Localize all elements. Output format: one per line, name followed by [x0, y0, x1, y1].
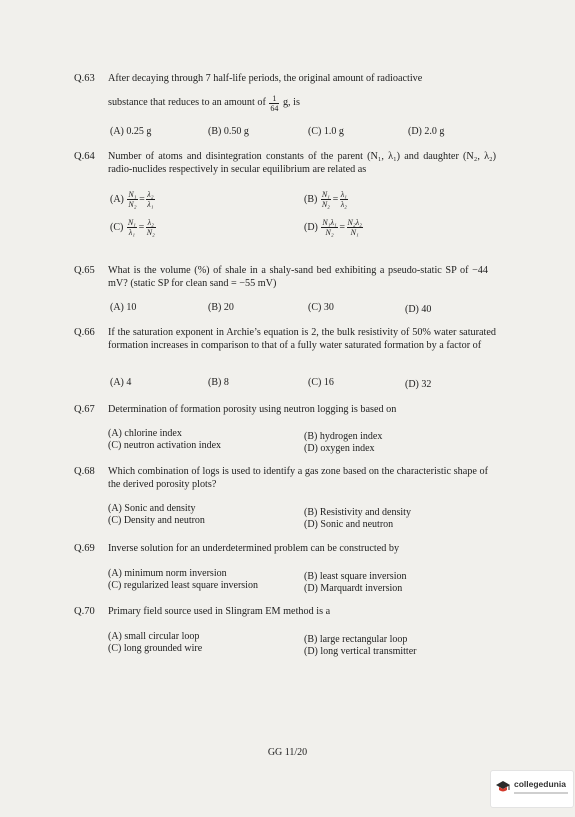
- question-number: Q.64: [74, 151, 95, 162]
- question-text: [108, 73, 496, 113]
- question-number: Q.70: [74, 606, 95, 617]
- option-a: (A) chlorine index: [108, 428, 182, 439]
- option-d: (D) long vertical transmitter: [304, 646, 417, 657]
- question-number: Q.68: [74, 466, 95, 477]
- question-text: Determination of formation porosity using neutron logging is based on: [108, 404, 397, 415]
- option-c: (C) $\frac{\text{N₁}}{\text{λ₁}}$ = $\frac{\text{λ₂}}{\text{N₂}}$: [110, 218, 155, 237]
- option-b: (B) 8: [208, 377, 229, 388]
- option-b: (B) 0.50 g: [208, 126, 249, 137]
- option-a: (A) $\frac{\text{N₁}}{\text{N₂}}$ = $\frac{\text{λ₂}}{\text{λ₁}}$: [110, 190, 154, 209]
- question-text-line: g, is: [280, 97, 300, 109]
- option-c: (C) regularized least square inversion: [108, 580, 258, 591]
- option-c: (C) neutron activation index: [108, 440, 222, 451]
- option-c: (C) long grounded wire: [108, 643, 203, 654]
- fraction: $\frac{1}{64}$: [270, 93, 279, 113]
- option-a: (A) 0.25 g: [110, 126, 152, 137]
- question-number: Q.65: [74, 265, 95, 276]
- option-a: (A) Sonic and density: [108, 503, 196, 514]
- option-b: (B) least square inversion: [304, 571, 407, 582]
- option-d: (D) Sonic and neutron: [304, 519, 394, 530]
- option-b: (B) Resistivity and density: [304, 507, 411, 518]
- watermark-logo: [490, 770, 574, 808]
- option-c: (C) Density and neutron: [108, 515, 205, 526]
- option-d: (D) $\frac{\text{N₁λ₁}}{\text{N₂}}$ = $\frac{\text{N₂λ₂}}{\text{N₁}}$: [304, 218, 362, 237]
- page-footer: GG 11/20: [267, 747, 308, 758]
- question-text: Number of atoms and disintegration constants of the parent (N₁, λ₁) and daughter (N₂, λ₂) radio-nuclides respectively in secular equilibrium are related as: [108, 151, 496, 175]
- question-number: Q.69: [74, 543, 95, 554]
- question-text: Inverse solution for an underdetermined problem can be constructed by: [108, 543, 400, 554]
- option-c: (C) 16: [308, 377, 334, 388]
- option-b: (B) large rectangular loop: [304, 634, 408, 645]
- option-d: (D) oxygen index: [304, 443, 375, 454]
- option-c: (C) 1.0 g: [308, 126, 344, 137]
- option-d: (D) 2.0 g: [408, 126, 445, 137]
- logo-tagline-bar: [514, 792, 568, 794]
- option-c: (C) 30: [308, 302, 334, 313]
- question-number: Q.67: [74, 404, 95, 415]
- question-text: What is the volume (%) of shale in a shaly-sand bed exhibiting a pseudo-static SP of −44 mV? (static SP for clean sand = −55 mV): [108, 265, 488, 289]
- option-a: (A) 4: [110, 377, 132, 388]
- question-number: Q.66: [74, 327, 95, 338]
- option-d: (D) Marquardt inversion: [304, 583, 403, 594]
- option-a: (A) minimum norm inversion: [108, 568, 227, 579]
- option-a: (A) small circular loop: [108, 631, 200, 642]
- option-d: (D) 32: [405, 379, 432, 390]
- option-d: (D) 40: [405, 304, 432, 315]
- graduation-cap-icon: [495, 779, 511, 795]
- question-text: If the saturation exponent in Archie’s equation is 2, the bulk resistivity of 50% water saturated formation increases in comparison to that of a fully water saturated formation by a factor of: [108, 327, 496, 351]
- option-b: (B) $\frac{\text{N₁}}{\text{N₂}}$ = $\frac{\text{λ₁}}{\text{λ₂}}$: [304, 190, 347, 209]
- question-text: Which combination of logs is used to identify a gas zone based on the characteristic shape of the derived porosity plots?: [108, 466, 488, 490]
- question-text: Primary field source used in Slingram EM method is a: [108, 606, 331, 617]
- logo-name: collegedunia: [514, 779, 566, 789]
- question-text-line: After decaying through 7 half-life periods, the original amount of radioactive: [108, 73, 423, 84]
- question-text-line: substance that reduces to an amount of: [108, 97, 266, 109]
- option-a: (A) 10: [110, 302, 137, 313]
- option-b: (B) 20: [208, 302, 234, 313]
- option-b: (B) hydrogen index: [304, 431, 383, 442]
- question-number: Q.63: [74, 73, 95, 84]
